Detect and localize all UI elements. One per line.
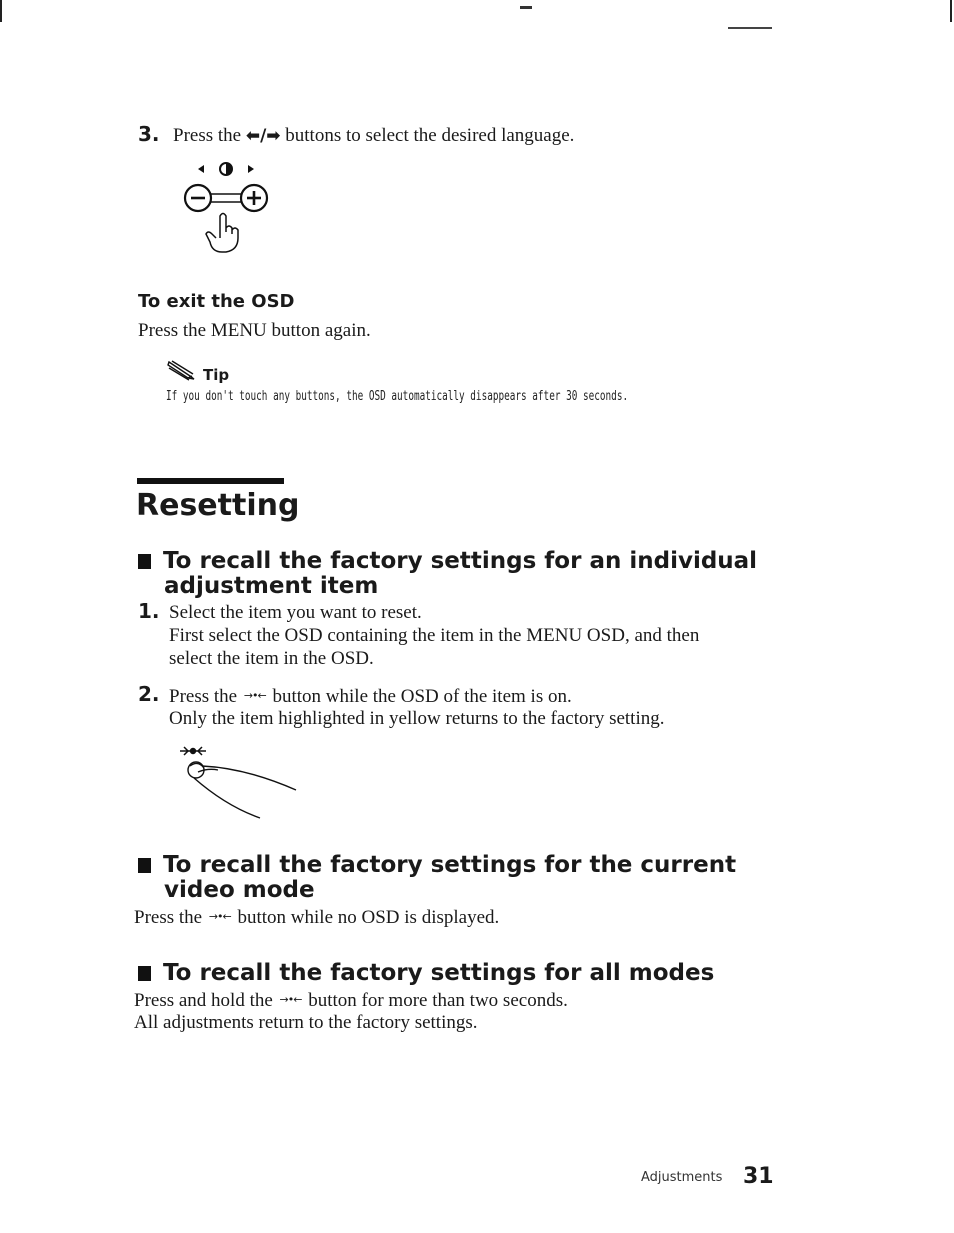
scan-mark-top-right bbox=[728, 27, 772, 29]
reset-step1-line3: select the item in the OSD. bbox=[169, 648, 374, 669]
reset-button-illustration bbox=[176, 742, 302, 822]
arrow-buttons-icon: ⬅/➡ bbox=[245, 126, 281, 146]
reset-step2-before: Press the bbox=[169, 686, 238, 707]
scan-mark-top bbox=[520, 6, 532, 9]
step3-number: 3. bbox=[138, 122, 160, 146]
finger-pressing-icon bbox=[188, 762, 296, 818]
reset-button-icon: →•← bbox=[208, 910, 231, 923]
step3-text bbox=[173, 124, 574, 148]
reset-button-icon: →•← bbox=[243, 689, 266, 702]
reset-step1-line2: First select the OSD containing the item in the MENU OSD, and then bbox=[169, 625, 700, 646]
tip-text: If you don't touch any buttons, the OSD automatically disappears after 30 seconds. bbox=[166, 389, 629, 404]
individual-heading-line2: adjustment item bbox=[164, 573, 379, 599]
current-mode-heading bbox=[138, 853, 736, 878]
exit-osd-heading: To exit the OSD bbox=[138, 291, 295, 312]
individual-heading-line1: To recall the factory settings for an individual bbox=[163, 548, 758, 574]
scan-mark-right bbox=[950, 0, 952, 22]
step3-text-after: buttons to select the desired language. bbox=[285, 125, 575, 146]
reset-step1-line1: Select the item you want to reset. bbox=[169, 602, 422, 623]
reset-step2-number: 2. bbox=[138, 682, 160, 706]
all-modes-heading-text: To recall the factory settings for all modes bbox=[163, 960, 715, 986]
all-modes-line1 bbox=[134, 988, 568, 1012]
reset-button-icon: →•← bbox=[279, 993, 302, 1006]
current-mode-text bbox=[134, 905, 499, 929]
reset-step2-line1 bbox=[169, 684, 572, 708]
step3-text-before: Press the bbox=[173, 125, 242, 146]
all-modes-heading bbox=[138, 961, 714, 986]
minus-plus-buttons-illustration bbox=[176, 156, 276, 258]
current-mode-heading-line1: To recall the factory settings for the current bbox=[163, 852, 737, 878]
minus-button-icon bbox=[185, 185, 211, 211]
current-mode-after: button while no OSD is displayed. bbox=[237, 907, 500, 928]
reset-step1-number: 1. bbox=[138, 599, 160, 623]
tip-label: Tip bbox=[203, 366, 230, 384]
current-mode-before: Press the bbox=[134, 907, 203, 928]
hand-pointer-icon bbox=[206, 214, 238, 253]
plus-button-icon bbox=[241, 185, 267, 211]
section-rule bbox=[137, 478, 284, 484]
all-modes-after: button for more than two seconds. bbox=[308, 990, 568, 1011]
heading-bullet bbox=[138, 858, 151, 873]
exit-osd-text: Press the MENU button again. bbox=[138, 320, 371, 341]
page-number: 31 bbox=[743, 1164, 774, 1189]
pencil-icon bbox=[166, 359, 198, 381]
scan-mark-left bbox=[0, 0, 2, 22]
brightness-icon bbox=[198, 163, 254, 175]
reset-step2-line2: Only the item highlighted in yellow returns to the factory setting. bbox=[169, 708, 665, 729]
reset-symbol-icon bbox=[180, 747, 206, 755]
current-mode-heading-line2: video mode bbox=[164, 877, 315, 903]
all-modes-before: Press and hold the bbox=[134, 990, 273, 1011]
resetting-title: Resetting bbox=[136, 488, 300, 523]
all-modes-line2: All adjustments return to the factory settings. bbox=[134, 1012, 478, 1033]
heading-bullet bbox=[138, 554, 151, 569]
footer-section-label: Adjustments bbox=[641, 1170, 723, 1185]
heading-bullet bbox=[138, 966, 151, 981]
individual-heading bbox=[138, 549, 757, 574]
reset-step2-after: button while the OSD of the item is on. bbox=[272, 686, 572, 707]
